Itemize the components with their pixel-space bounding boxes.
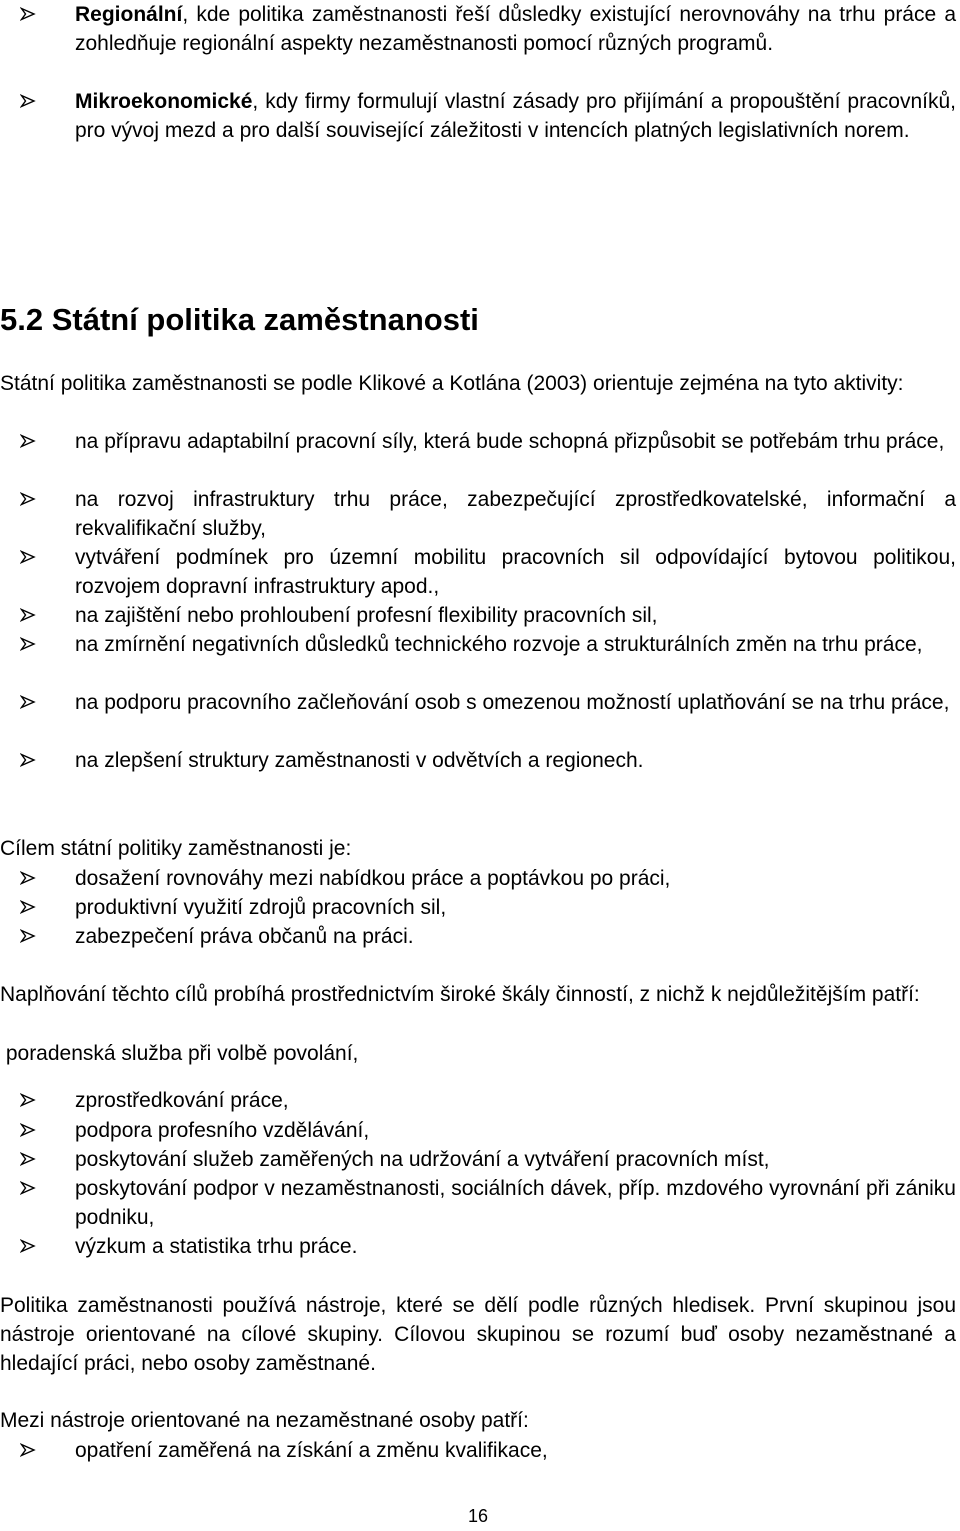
arrowhead-bullet-icon xyxy=(20,636,36,652)
bullet-text: , kdy firmy formulují vlastní zásady pro přijímání a propouštění pracovníků, pro vývoj mezd a pro další související záležitosti v intencích platných legislativních norem. xyxy=(75,90,956,142)
arrowhead-bullet-icon xyxy=(20,694,36,710)
arrowhead-bullet-icon xyxy=(20,1092,36,1108)
list-item: dosažení rovnováhy mezi nabídkou práce a poptávkou po práci, xyxy=(75,864,956,893)
list-item: opatření zaměřená na získání a změnu kvalifikace, xyxy=(75,1436,956,1465)
arrowhead-bullet-icon xyxy=(20,607,36,623)
list-item xyxy=(75,87,956,145)
bullet-term: Mikroekonomické xyxy=(75,90,253,113)
fulfil-first-item: poradenská služba při volbě povolání, xyxy=(0,1042,359,1065)
list-item: poskytování podpor v nezaměstnanosti, sociálních dávek, příp. mzdového vyrovnání při zániku podniku, xyxy=(75,1174,956,1232)
list-item: zabezpečení práva občanů na práci. xyxy=(75,922,956,951)
section-intro: Státní politika zaměstnanosti se podle Klikové a Kotlána (2003) orientuje zejména na tyto aktivity: xyxy=(0,372,904,395)
arrowhead-bullet-icon xyxy=(20,433,36,449)
list-item: vytváření podmínek pro územní mobilitu pracovních sil odpovídající bytovou politikou, rozvojem dopravní infrastruktury apod., xyxy=(75,543,956,601)
arrowhead-bullet-icon xyxy=(20,93,36,109)
list-item: poskytování služeb zaměřených na udržování a vytváření pracovních míst, xyxy=(75,1145,956,1174)
section-heading: 5.2 Státní politika zaměstnanosti xyxy=(0,302,479,337)
list-item: zprostředkování práce, xyxy=(75,1086,956,1115)
arrowhead-bullet-icon xyxy=(20,6,36,22)
tools-paragraph: Politika zaměstnanosti používá nástroje, které se dělí podle různých hledisek. První skupinou jsou nástroje orientované na cílové skupiny. Cílovou skupinou se rozumí buď osoby nezaměstnané a hledající práci, nebo osoby zaměstnané. xyxy=(0,1294,956,1375)
arrowhead-bullet-icon xyxy=(20,549,36,565)
list-item xyxy=(75,0,956,58)
list-item: výzkum a statistika trhu práce. xyxy=(75,1232,956,1261)
arrowhead-bullet-icon xyxy=(20,1238,36,1254)
list-item: na podporu pracovního začleňování osob s omezenou možností uplatňování se na trhu práce, xyxy=(75,688,956,717)
fulfil-intro: Naplňování těchto cílů probíhá prostřednictvím široké škály činností, z nichž k nejdůležitějším patří: xyxy=(0,983,920,1006)
list-item: na zlepšení struktury zaměstnanosti v odvětvích a regionech. xyxy=(75,746,956,775)
arrowhead-bullet-icon xyxy=(20,752,36,768)
arrowhead-bullet-icon xyxy=(20,899,36,915)
arrowhead-bullet-icon xyxy=(20,491,36,507)
goal-intro: Cílem státní politiky zaměstnanosti je: xyxy=(0,837,352,860)
arrowhead-bullet-icon xyxy=(20,928,36,944)
page-number: 16 xyxy=(467,1506,489,1526)
arrowhead-bullet-icon xyxy=(20,1180,36,1196)
list-item: na rozvoj infrastruktury trhu práce, zabezpečující zprostředkovatelské, informační a rekvalifikační služby, xyxy=(75,485,956,543)
arrowhead-bullet-icon xyxy=(20,1442,36,1458)
arrowhead-bullet-icon xyxy=(20,870,36,886)
list-item: na zmírnění negativních důsledků technického rozvoje a strukturálních změn na trhu práce, xyxy=(75,630,956,659)
bullet-term: Regionální xyxy=(75,3,183,26)
list-item: na přípravu adaptabilní pracovní síly, která bude schopná přizpůsobit se potřebám trhu práce, xyxy=(75,427,956,456)
list-item: produktivní využití zdrojů pracovních sil, xyxy=(75,893,956,922)
arrowhead-bullet-icon xyxy=(20,1151,36,1167)
tools-intro: Mezi nástroje orientované na nezaměstnané osoby patří: xyxy=(0,1409,529,1432)
list-item: na zajištění nebo prohloubení profesní flexibility pracovních sil, xyxy=(75,601,956,630)
bullet-text: , kde politika zaměstnanosti řeší důsledky existující nerovnováhy na trhu práce a zohledňuje regionální aspekty nezaměstnanosti pomocí různých programů. xyxy=(75,3,956,55)
arrowhead-bullet-icon xyxy=(20,1122,36,1138)
list-item: podpora profesního vzdělávání, xyxy=(75,1116,956,1145)
